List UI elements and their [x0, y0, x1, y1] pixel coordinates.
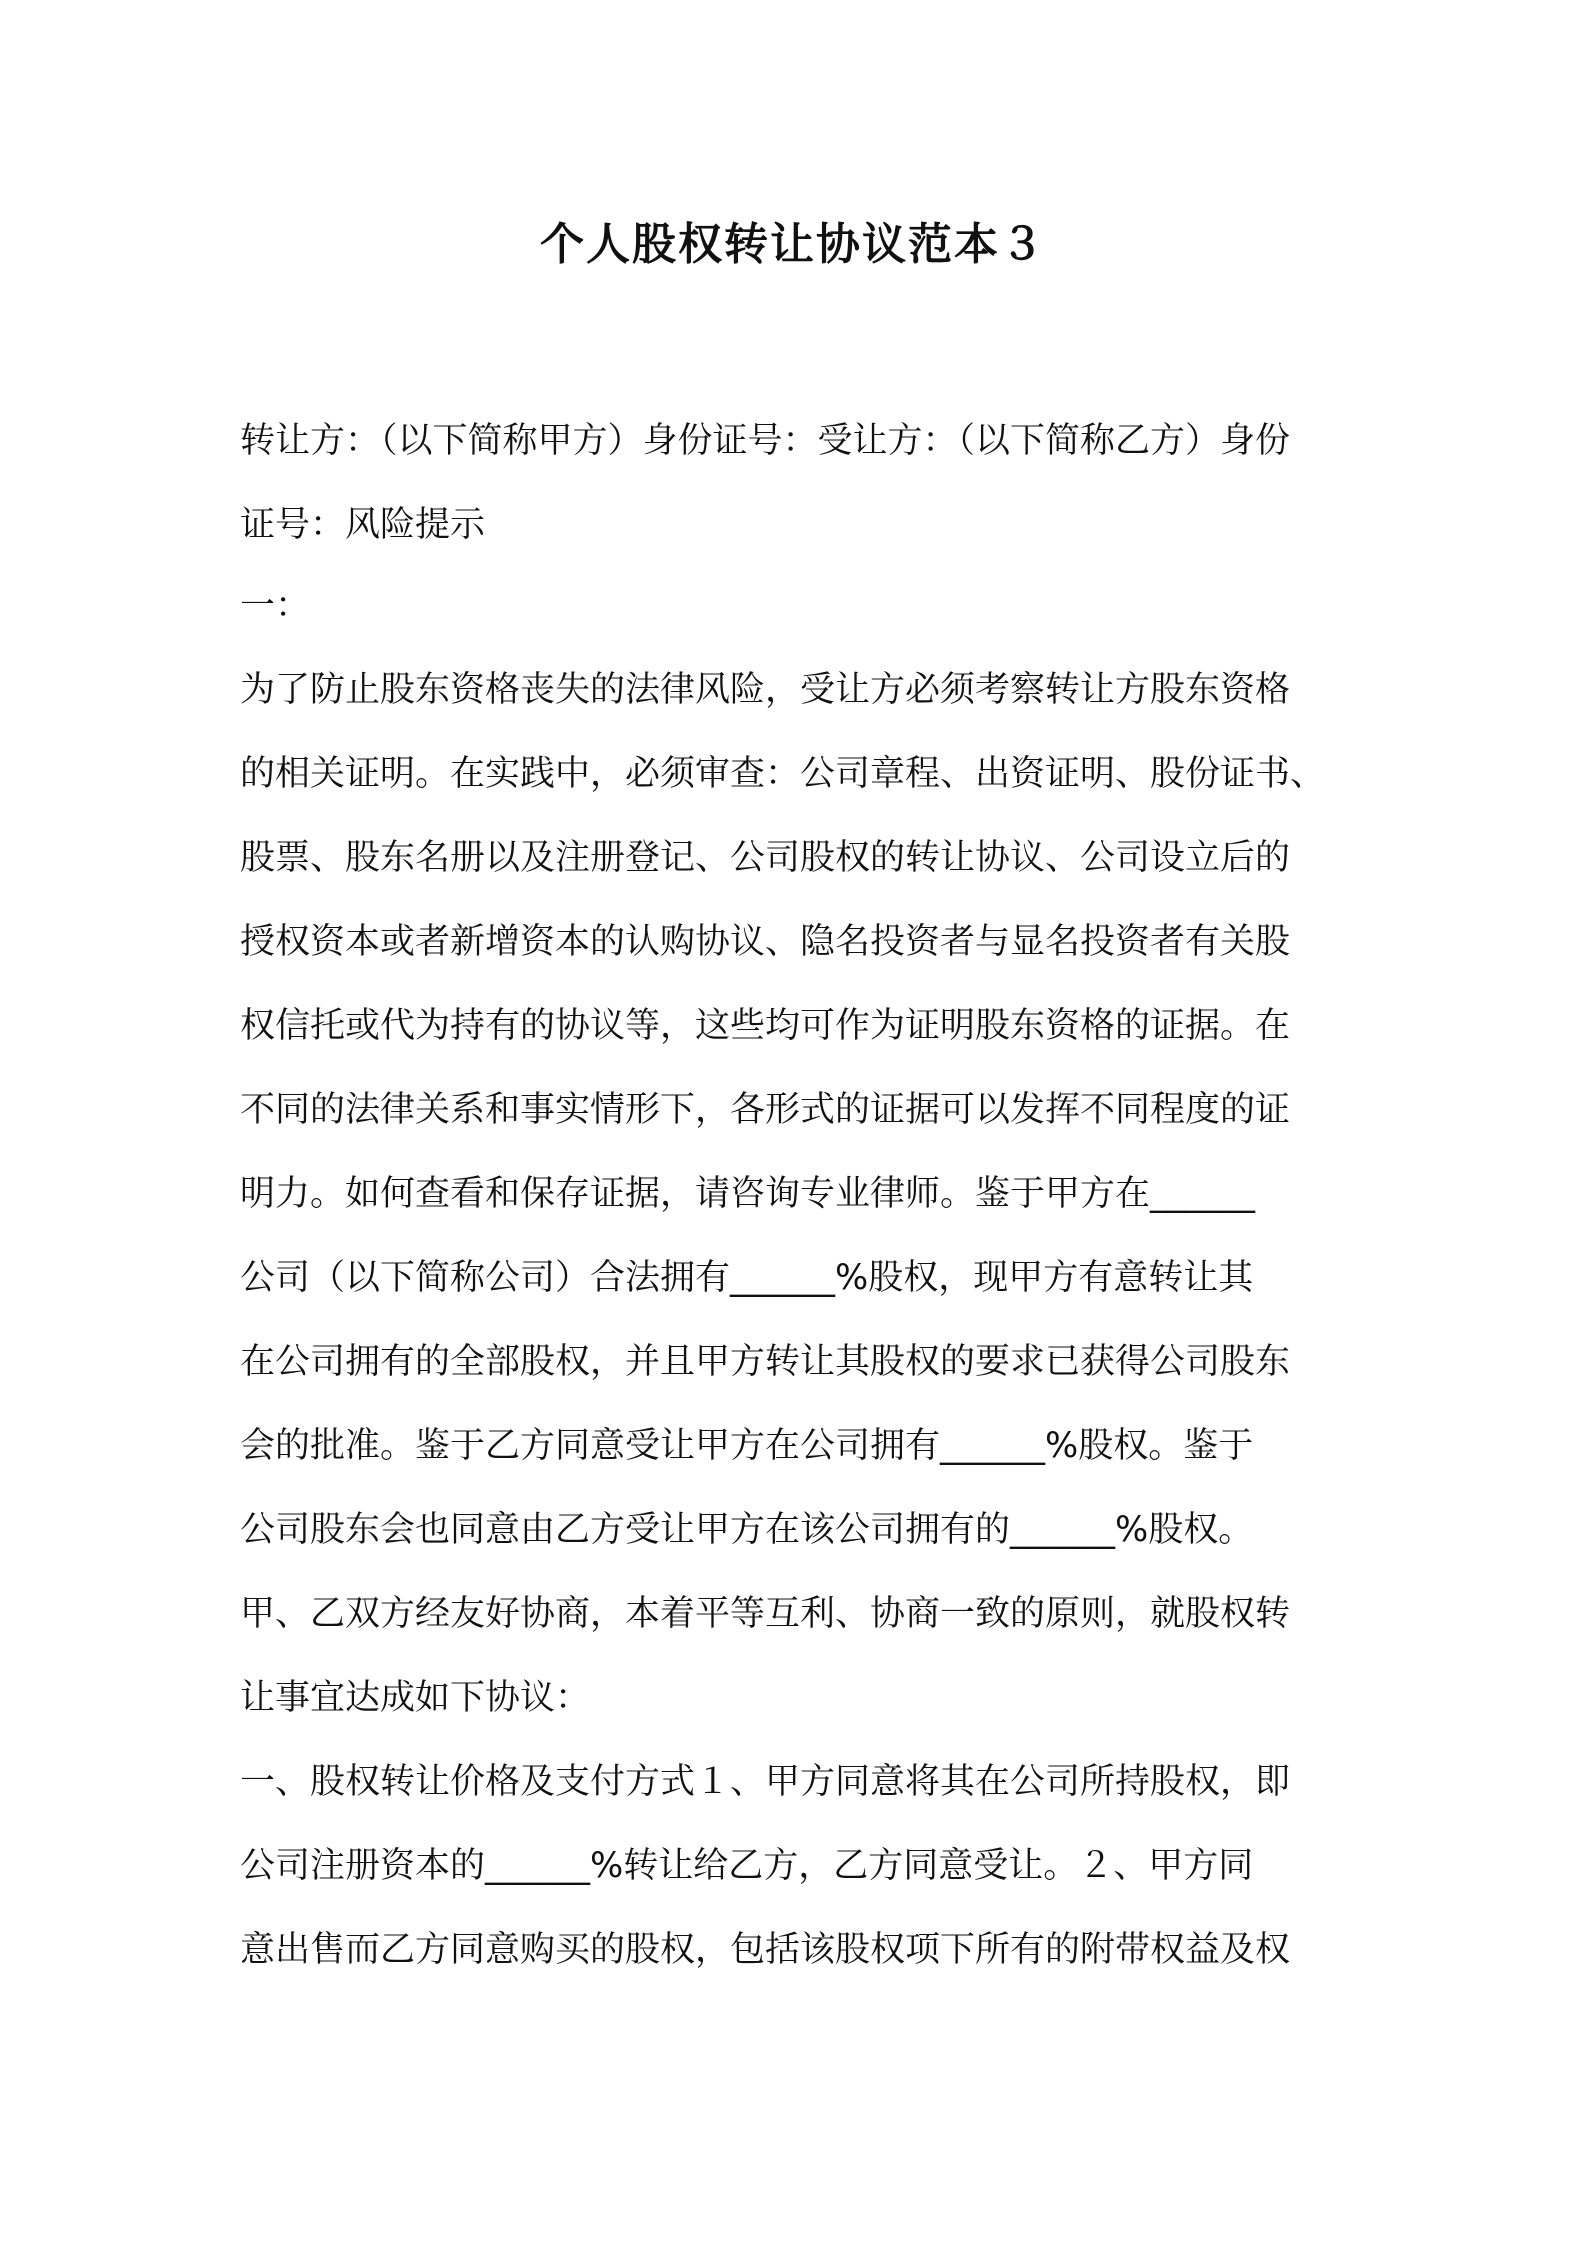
- body-line: 甲、乙双方经友好协商，本着平等互利、协商一致的原则，就股权转: [240, 1594, 1291, 1634]
- body-line: 权信托或代为持有的协议等，这些均可作为证明股东资格的证据。在: [240, 1006, 1291, 1046]
- body-line: 公司股东会也同意由乙方受让甲方在该公司拥有的______%股权。: [240, 1510, 1254, 1550]
- body-line: 会的批准。鉴于乙方同意受让甲方在公司拥有______%股权。鉴于: [240, 1426, 1254, 1466]
- document-body-intro: [240, 399, 1350, 564]
- document-body-main: [240, 564, 1350, 1992]
- body-line: 一：: [240, 586, 311, 626]
- body-line: 在公司拥有的全部股权，并且甲方转让其股权的要求已获得公司股东: [240, 1342, 1291, 1382]
- body-line: 明力。如何查看和保存证据，请咨询专业律师。鉴于甲方在______: [240, 1174, 1256, 1214]
- body-line: 公司（以下简称公司）合法拥有______%股权，现甲方有意转让其: [240, 1258, 1254, 1298]
- body-line: 为了防止股东资格丧失的法律风险，受让方必须考察转让方股东资格: [240, 670, 1291, 710]
- body-line: 的相关证明。在实践中，必须审查：公司章程、出资证明、股份证书、: [240, 754, 1326, 794]
- body-line: 证号：风险提示: [240, 505, 486, 545]
- body-line: 股票、股东名册以及注册登记、公司股权的转让协议、公司设立后的: [240, 838, 1291, 878]
- body-line: 一、股权转让价格及支付方式１、甲方同意将其在公司所持股权，即: [240, 1762, 1291, 1802]
- body-line: 转让方：（以下简称甲方）身份证号：受让方：（以下简称乙方）身份: [240, 421, 1291, 461]
- document-title: 个人股权转让协议范本３: [540, 219, 1046, 270]
- body-line: 公司注册资本的______%转让给乙方，乙方同意受让。２、甲方同: [240, 1846, 1254, 1886]
- body-line: 授权资本或者新增资本的认购协议、隐名投资者与显名投资者有关股: [240, 922, 1291, 962]
- body-line: 不同的法律关系和事实情形下，各形式的证据可以发挥不同程度的证: [240, 1090, 1291, 1130]
- body-line: 让事宜达成如下协议：: [240, 1678, 591, 1718]
- body-line: 意出售而乙方同意购买的股权，包括该股权项下所有的附带权益及权: [240, 1930, 1291, 1970]
